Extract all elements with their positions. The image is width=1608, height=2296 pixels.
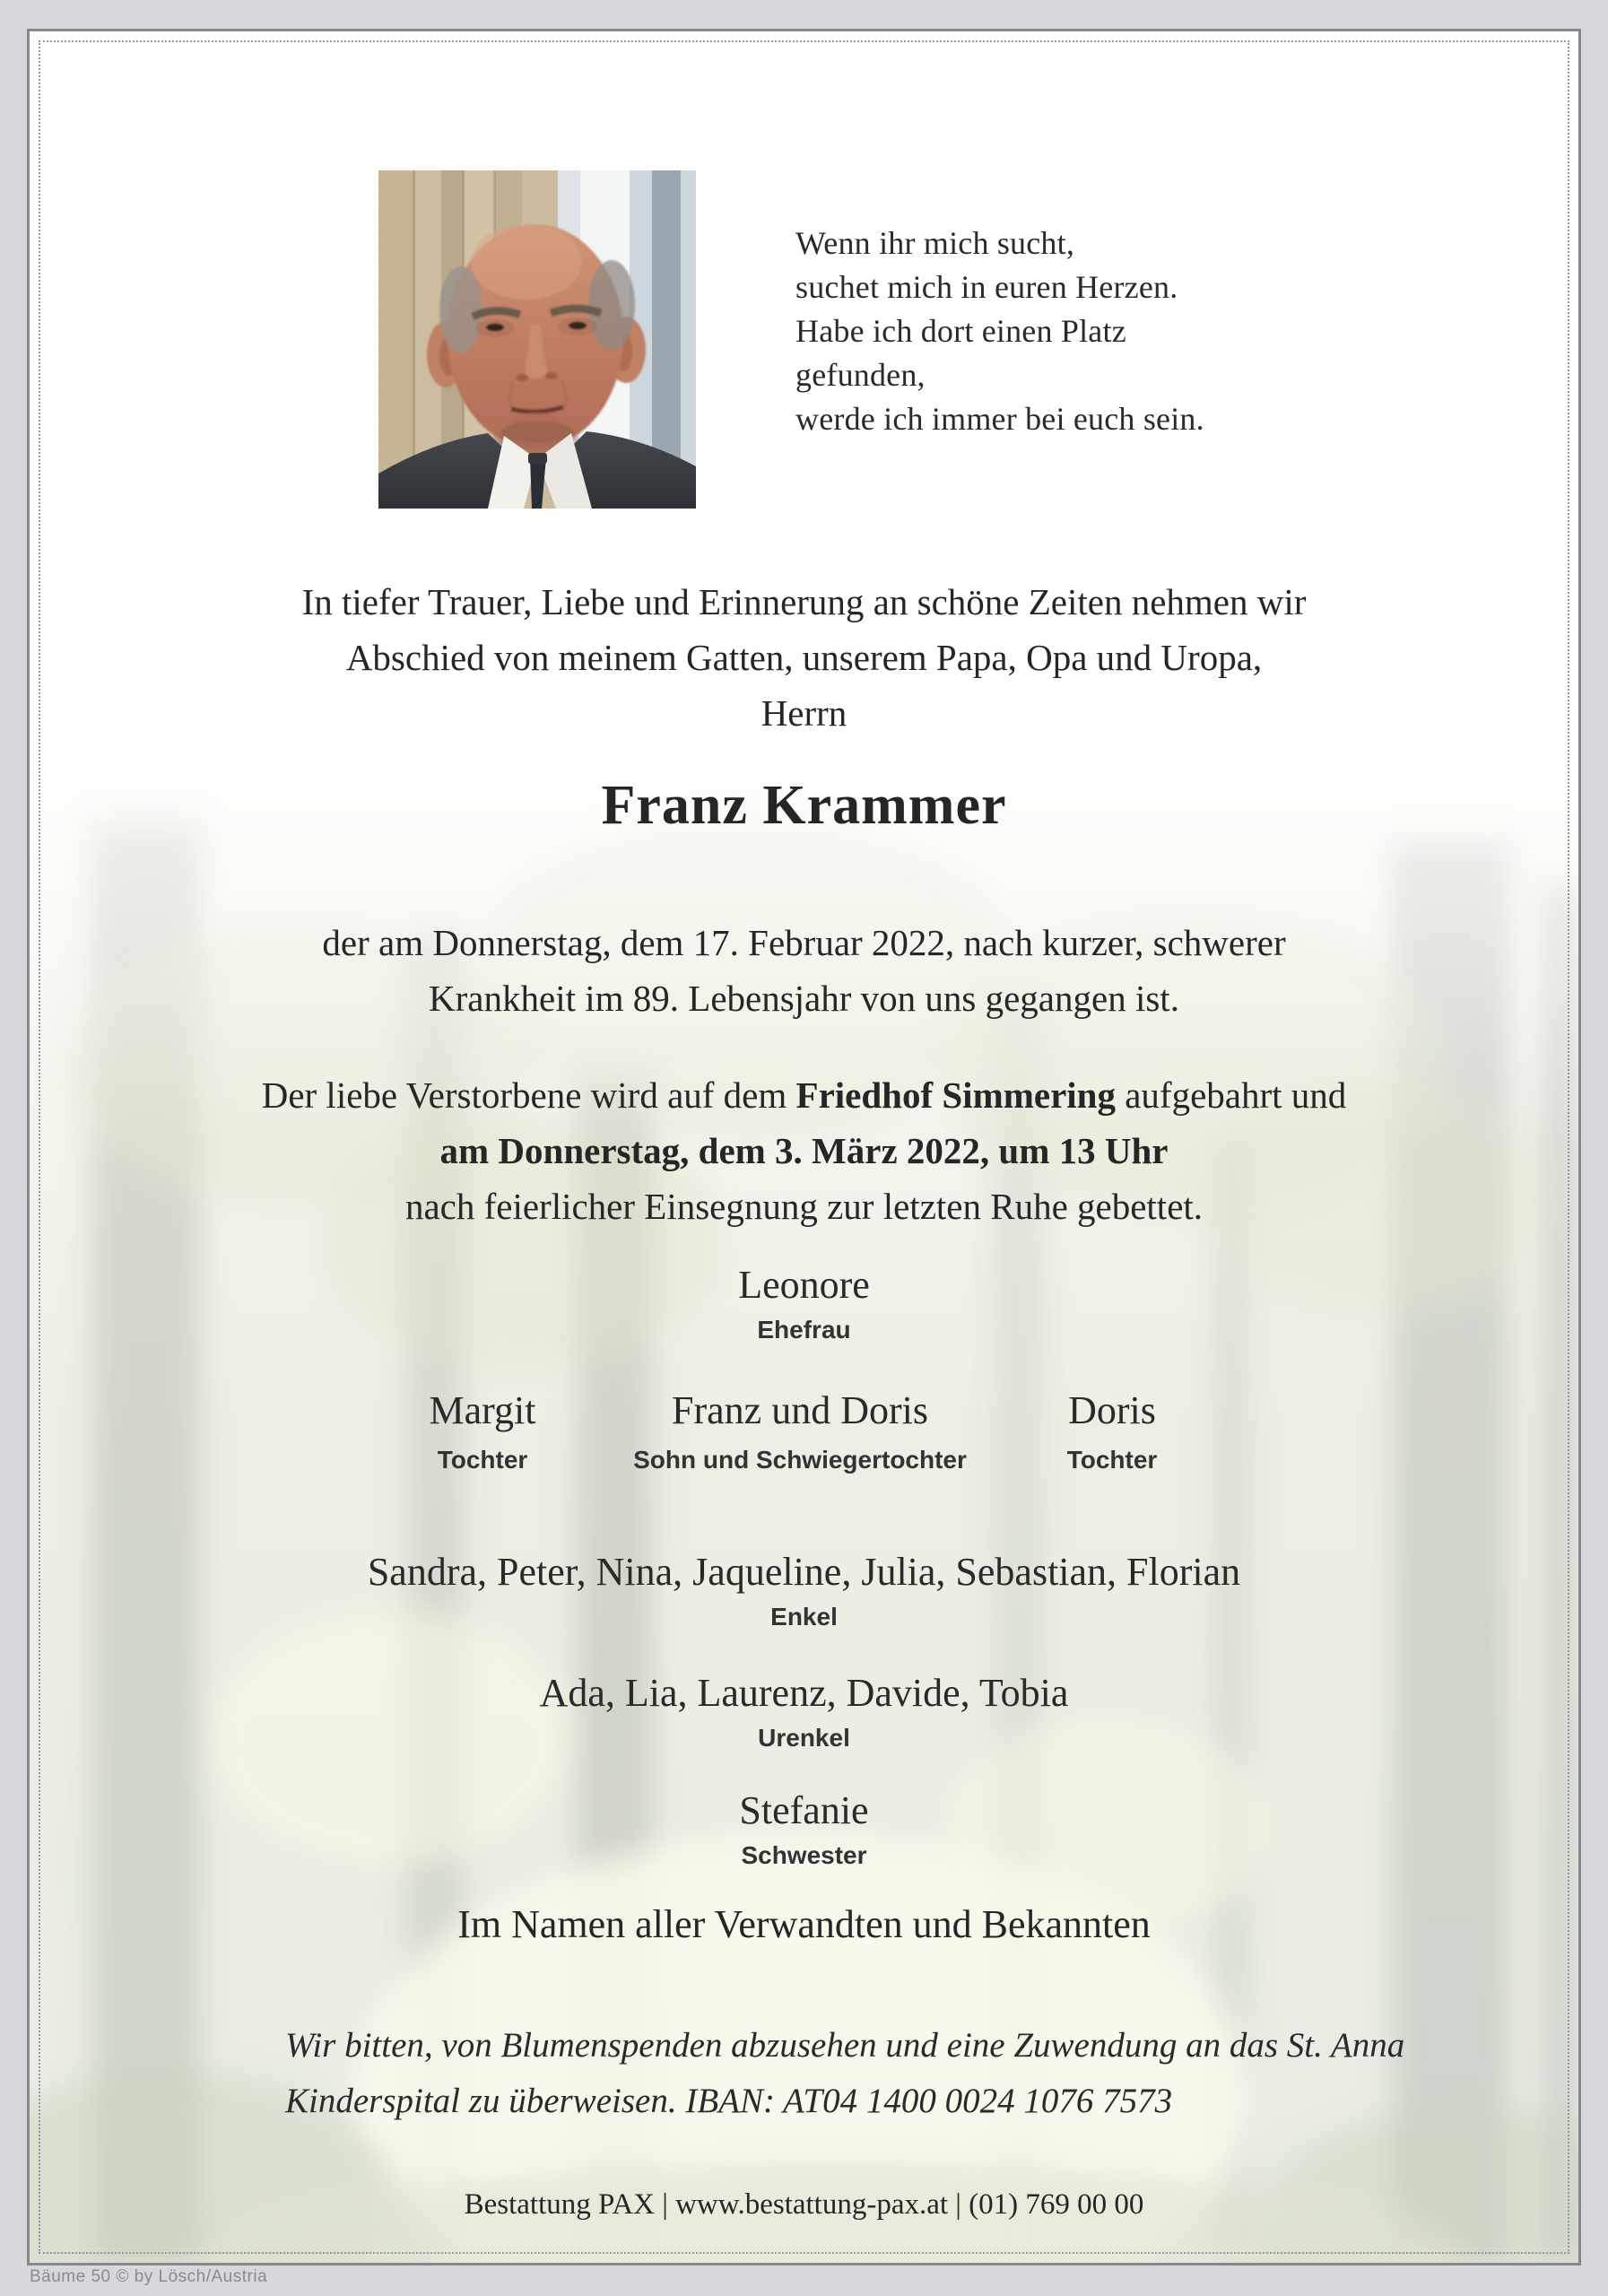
widow-role: Ehefrau <box>757 1316 851 1344</box>
funeral-line-3: nach feierlicher Einsegnung zur letzten Ruhe gebettet. <box>404 1186 1204 1227</box>
child-column <box>430 1387 536 1474</box>
great-grandchildren-names: Ada, Lia, Laurenz, Davide, Tobia <box>539 1671 1069 1715</box>
background-copyright-footnote: Bäume 50 © by Lösch/Austria <box>30 2267 268 2286</box>
donation-note <box>285 2018 1415 2129</box>
poem-line: Wenn ihr mich sucht, <box>795 225 1075 261</box>
poem-line: suchet mich in euren Herzen. <box>795 269 1178 305</box>
funeral-post: aufgebahrt und <box>1115 1074 1347 1116</box>
grandchildren-names: Sandra, Peter, Nina, Jaqueline, Julia, Sebastian, Florian <box>367 1550 1241 1594</box>
child-role: Tochter <box>437 1446 528 1474</box>
obituary-card <box>27 29 1581 2266</box>
memorial-poem <box>795 222 1204 441</box>
child-role: Tochter <box>1066 1446 1158 1474</box>
sister-name: Stefanie <box>739 1788 869 1832</box>
card-content <box>30 31 1578 2263</box>
death-line: Krankheit im 89. Lebensjahr von uns gegangen ist. <box>429 978 1179 1019</box>
child-column <box>1067 1387 1158 1474</box>
widow-name: Leonore <box>738 1263 870 1307</box>
funeral-datetime: am Donnerstag, dem 3. März 2022, um 13 Uhr <box>439 1130 1169 1171</box>
deceased-name: Franz Krammer <box>601 775 1007 836</box>
grandchildren-role: Enkel <box>770 1603 838 1631</box>
funeral-details <box>30 1067 1578 1234</box>
sister-role: Schwester <box>741 1841 867 1869</box>
child-name: Doris <box>1068 1388 1156 1432</box>
closing-line: Im Namen aller Verwandten und Bekannten <box>457 1902 1151 1946</box>
children-row <box>30 1387 1578 1495</box>
salutation: Herrn <box>761 692 847 734</box>
funeral-line-1 <box>30 1067 1578 1123</box>
funeral-place: Friedhof Simmering <box>795 1074 1116 1116</box>
child-name: Margit <box>429 1388 536 1432</box>
death-line: der am Donnerstag, dem 17. Februar 2022, nach kurzer, schwerer <box>322 922 1286 963</box>
poem-line: gefunden, <box>795 357 926 393</box>
intro-line: Abschied von meinem Gatten, unserem Papa, Opa und Uropa, <box>345 637 1263 678</box>
poem-line: Habe ich dort einen Platz <box>795 313 1126 349</box>
child-role: Sohn und Schwiegertochter <box>633 1446 967 1474</box>
child-name: Franz und Doris <box>672 1388 928 1432</box>
intro-line: In tiefer Trauer, Liebe und Erinnerung an schöne Zeiten nehmen wir <box>301 581 1307 622</box>
announcement-intro <box>30 574 1578 741</box>
child-column <box>633 1387 967 1474</box>
deceased-photo <box>378 170 696 509</box>
death-details <box>30 915 1578 1026</box>
funeral-pre: Der liebe Verstorbene wird auf dem <box>261 1074 796 1116</box>
donation-line: Kinderspital zu überweisen. IBAN: AT04 1400 0024 1076 7573 <box>285 2082 1173 2120</box>
portrait-art <box>378 170 696 509</box>
donation-line: Wir bitten, von Blumenspenden abzusehen und eine Zuwendung an das St. Anna <box>285 2026 1405 2065</box>
great-grandchildren-role: Urenkel <box>758 1724 850 1752</box>
funeral-home-footer: Bestattung PAX | www.bestattung-pax.at | (01) 769 00 00 <box>464 2188 1144 2221</box>
poem-line: werde ich immer bei euch sein. <box>795 401 1204 437</box>
